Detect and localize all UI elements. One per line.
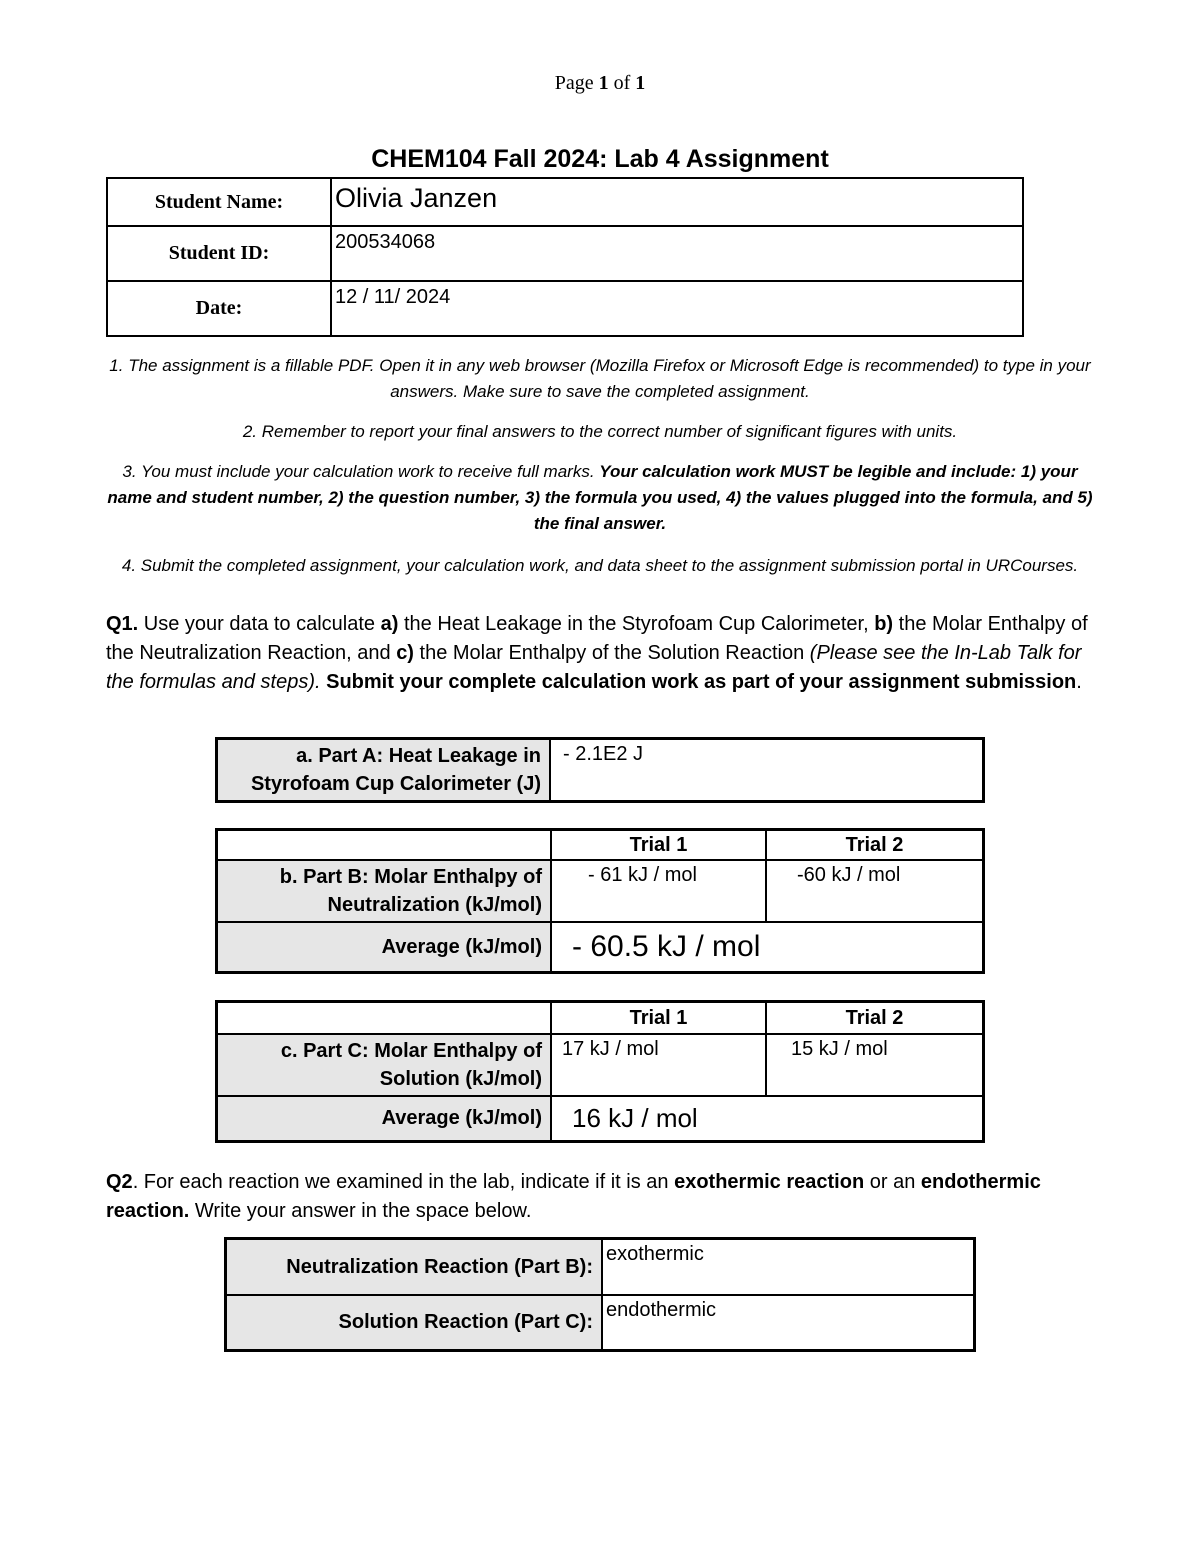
instruction-3 (100, 459, 1100, 537)
part-b-trial2-field[interactable]: -60 kJ / mol (766, 860, 984, 922)
part-c-trial2-header: Trial 2 (766, 1002, 984, 1034)
part-c-trial1-field[interactable]: 17 kJ / mol (551, 1034, 766, 1096)
part-c-average-label: Average (kJ/mol) (217, 1096, 552, 1142)
part-c-label: c. Part C: Molar Enthalpy of Solution (kJ/mol) (217, 1034, 552, 1096)
part-b-average-field[interactable]: - 60.5 kJ / mol (551, 922, 984, 972)
part-b-trial1-header: Trial 1 (551, 830, 766, 861)
part-b-label: b. Part B: Molar Enthalpy of Neutralization (kJ/mol) (217, 860, 552, 922)
part-c-header-blank (217, 1002, 552, 1034)
question-2 (106, 1168, 1106, 1226)
instruction-2: 2. Remember to report your final answers to the correct number of significant figures with units. (242, 422, 958, 441)
q2-endo: endothermic reaction. (106, 1171, 1041, 1222)
q1-text-6: Submit your complete calculation work as part of your assignment submission (320, 671, 1077, 693)
neutralization-answer-field[interactable]: exothermic (602, 1239, 975, 1295)
student-name-label: Student Name: (107, 178, 331, 226)
instruction-3-bold: Your calculation work MUST be legible and include: 1) your name and student number, 2) the question number, 3) the formula you used, 4) the values plugged into the formula, and 5) the final answer. (107, 462, 1093, 533)
q1-text-4: the Molar Enthalpy of the Solution Reaction (413, 642, 810, 664)
q1-c: c) (396, 642, 414, 664)
student-id-label: Student ID: (107, 226, 331, 281)
part-c-average-field[interactable]: 16 kJ / mol (551, 1096, 984, 1142)
q1-b: b) (874, 613, 894, 635)
q2-number: Q2 (106, 1171, 133, 1193)
neutralization-label: Neutralization Reaction (Part B): (226, 1239, 603, 1295)
instruction-1: 1. The assignment is a fillable PDF. Open it in any web browser (Mozilla Firefox or Microsoft Edge is recommended) to type in your answers. Make sure to save the completed assignment. (109, 356, 1091, 401)
part-b-trial2-header: Trial 2 (766, 830, 984, 861)
page-current: 1 (598, 72, 609, 94)
document-title: CHEM104 Fall 2024: Lab 4 Assignment (371, 145, 829, 173)
q2-text-3: Write your answer in the space below. (189, 1200, 532, 1222)
q1-text-5: (Please see the In-Lab Talk for the formulas and steps). (106, 642, 1082, 693)
student-id-field[interactable]: 200534068 (331, 226, 1023, 281)
part-a-label: a. Part A: Heat Leakage in Styrofoam Cup Calorimeter (J) (217, 739, 551, 802)
q1-text-1: Use your data to calculate (138, 613, 381, 635)
part-b-trial1-field[interactable]: - 61 kJ / mol (551, 860, 766, 922)
student-name-field[interactable]: Olivia Janzen (331, 178, 1023, 226)
page-of: of (613, 72, 631, 94)
q1-text-2: the Heat Leakage in the Styrofoam Cup Calorimeter, (398, 613, 875, 635)
q1-a: a) (380, 613, 399, 635)
part-b-table (215, 828, 985, 974)
q1-text-7: . (1076, 671, 1082, 693)
q1-number: Q1. (106, 613, 139, 635)
q2-text-1: . For each reaction we examined in the lab, indicate if it is an (132, 1171, 675, 1193)
page-number (0, 72, 1200, 95)
part-c-table (215, 1000, 985, 1143)
page-prefix: Page (554, 72, 594, 94)
date-label: Date: (107, 281, 331, 336)
q2-exo: exothermic reaction (674, 1171, 865, 1193)
question-1 (106, 610, 1106, 697)
part-b-header-blank (217, 830, 552, 861)
instruction-3-text: 3. You must include your calculation work to receive full marks. (122, 462, 600, 481)
page-total: 1 (635, 72, 646, 94)
q1-text-3: the Molar Enthalpy of the Neutralization Reaction, and (106, 613, 1088, 664)
part-a-table (215, 737, 985, 803)
part-a-answer-field[interactable]: - 2.1E2 J (550, 739, 984, 802)
solution-answer-field[interactable]: endothermic (602, 1295, 975, 1351)
solution-label: Solution Reaction (Part C): (226, 1295, 603, 1351)
student-info-table (106, 177, 1024, 337)
part-b-average-label: Average (kJ/mol) (217, 922, 552, 972)
date-field[interactable]: 12 / 11/ 2024 (331, 281, 1023, 336)
instruction-4: 4. Submit the completed assignment, your calculation work, and data sheet to the assignment submission portal in URCourses. (121, 556, 1079, 575)
part-c-trial2-field[interactable]: 15 kJ / mol (766, 1034, 984, 1096)
q2-text-2: or an (864, 1171, 921, 1193)
reactions-table (224, 1237, 976, 1352)
part-c-trial1-header: Trial 1 (551, 1002, 766, 1034)
